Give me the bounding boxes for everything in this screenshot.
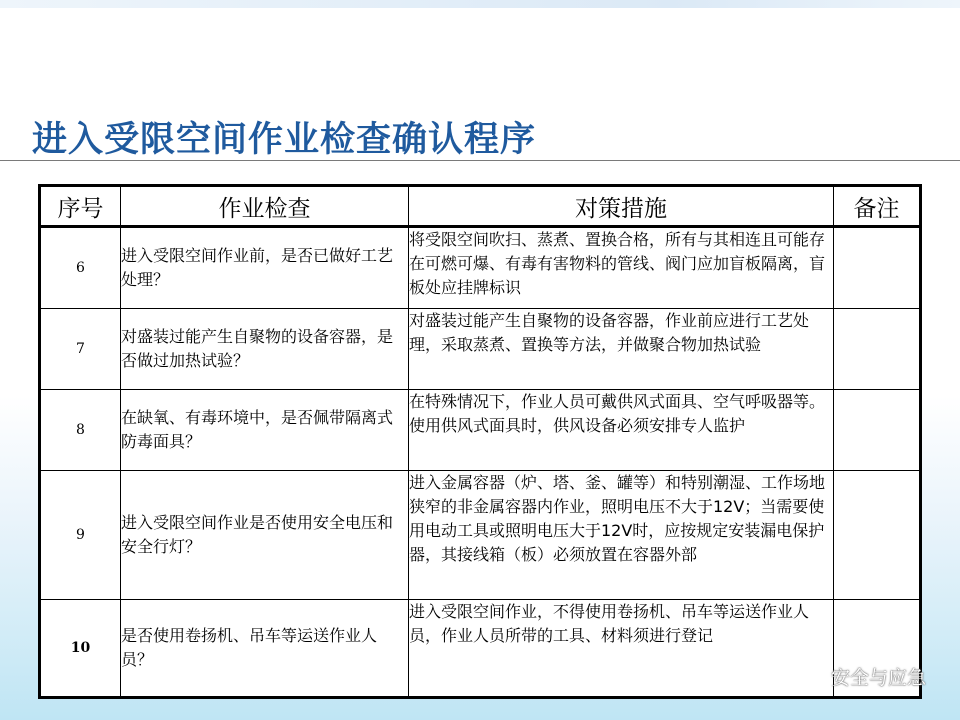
row-check: 是否使用卷扬机、吊车等运送作业人员？ <box>121 600 409 698</box>
table-row <box>40 227 921 309</box>
header-measure: 对策措施 <box>409 186 834 227</box>
row-check: 进入受限空间作业是否使用安全电压和安全行灯？ <box>121 471 409 600</box>
row-measure: 进入受限空间作业，不得使用卷扬机、吊车等运送作业人员，作业人员所带的工具、材料须进行登记 <box>409 600 834 698</box>
inspection-table <box>38 184 922 699</box>
wechat-icon <box>795 664 825 690</box>
row-note <box>834 471 921 600</box>
row-number: 8 <box>40 390 121 471</box>
row-note <box>834 309 921 390</box>
row-number: 9 <box>40 471 121 600</box>
row-check: 对盛装过能产生自聚物的设备容器，是否做过加热试验？ <box>121 309 409 390</box>
header-note: 备注 <box>834 186 921 227</box>
row-note <box>834 227 921 309</box>
row-note <box>834 390 921 471</box>
header-number: 序号 <box>40 186 121 227</box>
watermark <box>795 663 926 690</box>
top-strip <box>0 0 960 8</box>
title-divider <box>0 160 960 161</box>
table-row <box>40 471 921 600</box>
page-title: 进入受限空间作业检查确认程序 <box>32 120 537 160</box>
table-header-row <box>40 186 921 227</box>
watermark-text: 安全与应急 <box>830 667 926 689</box>
row-number: 7 <box>40 309 121 390</box>
row-measure: 进入金属容器（炉、塔、釜、罐等）和特别潮湿、工作场地狭窄的非金属容器内作业，照明电压不大于12V；当需要使用电动工具或照明电压大于12V时，应按规定安装漏电保护器，其接线箱（板）必须放置在容器外部 <box>409 471 834 600</box>
table-row <box>40 600 921 698</box>
row-check: 在缺氧、有毒环境中，是否佩带隔离式防毒面具？ <box>121 390 409 471</box>
table-row <box>40 309 921 390</box>
row-number: 6 <box>40 227 121 309</box>
row-number: 10 <box>40 600 121 698</box>
row-measure: 将受限空间吹扫、蒸煮、置换合格，所有与其相连且可能存在可燃可爆、有毒有害物料的管线、阀门应加盲板隔离，盲板处应挂牌标识 <box>409 227 834 309</box>
row-measure: 在特殊情况下，作业人员可戴供风式面具、空气呼吸器等。使用供风式面具时，供风设备必须安排专人监护 <box>409 390 834 471</box>
header-check: 作业检查 <box>121 186 409 227</box>
row-check: 进入受限空间作业前，是否已做好工艺处理？ <box>121 227 409 309</box>
row-measure: 对盛装过能产生自聚物的设备容器，作业前应进行工艺处理，采取蒸煮、置换等方法，并做聚合物加热试验 <box>409 309 834 390</box>
table-row <box>40 390 921 471</box>
